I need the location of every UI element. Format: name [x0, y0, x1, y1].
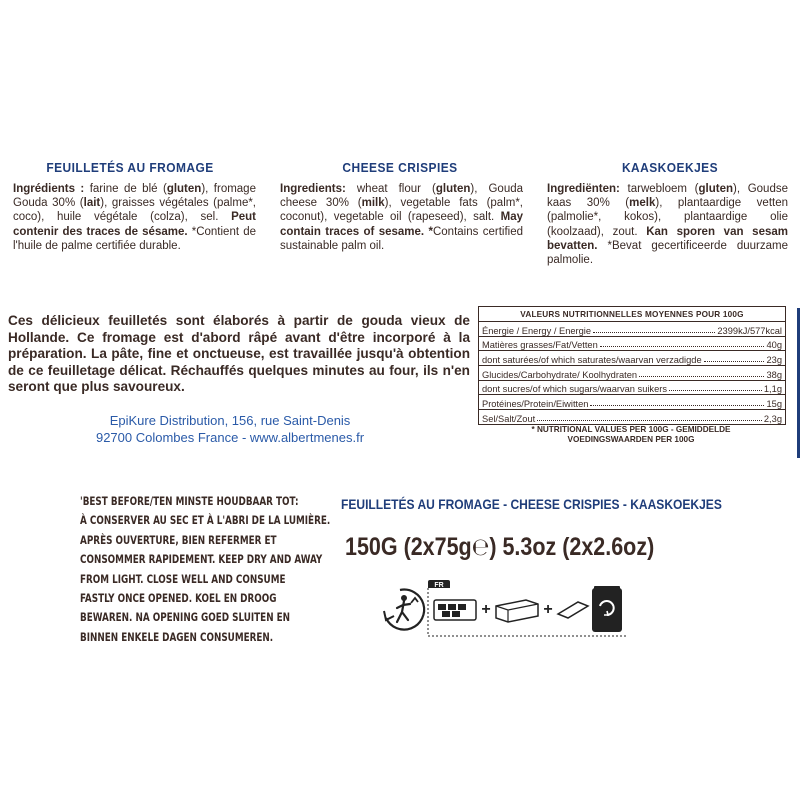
storage-instructions — [80, 492, 330, 647]
allergen: gluten — [166, 183, 202, 195]
ingredients-nl — [547, 182, 788, 267]
nutrient-value: 15g — [766, 399, 782, 410]
nutrient-label: Sel/Salt/Zout — [482, 413, 536, 424]
plus-sign: + — [543, 601, 553, 618]
nutrient-label: Glucides/Carbohydrate/ Koolhydraten — [482, 369, 638, 380]
nutrition-row — [479, 394, 785, 409]
storage-line: À CONSERVER AU SEC ET À L'ABRI DE LA LUMIÈRE. — [80, 513, 331, 528]
column-title-fr: FEUILLETÉS AU FROMAGE — [46, 160, 214, 175]
address-line: EpiKure Distribution, 156, rue Saint-Denis — [109, 413, 351, 428]
ingredients-text: wheat flour ( — [345, 183, 436, 195]
nutrient-label: Énergie / Energy / Energie — [482, 325, 592, 336]
nutrition-header: VALEURS NUTRITIONNELLES MOYENNES POUR 100G — [520, 310, 744, 319]
nutrition-row — [479, 350, 785, 365]
nutrition-row — [479, 380, 785, 395]
ingredients-text: ), Gouda cheese 30% ( — [280, 183, 524, 210]
nutrition-row — [479, 336, 785, 351]
ingredients-label: Ingrédients : — [13, 183, 85, 195]
nutrient-value: 2,3g — [763, 413, 782, 424]
allergen: gluten — [698, 183, 733, 195]
allergen: milk — [361, 197, 385, 210]
storage-line: BINNEN ENKELE DAGEN CONSUMEREN. — [80, 629, 274, 644]
nutrition-table — [478, 306, 786, 425]
allergen: gluten — [435, 183, 471, 195]
dot-leader — [537, 420, 762, 421]
recycling-info — [378, 578, 638, 640]
traces-warning: May contain traces of sesame. * — [280, 211, 523, 238]
ingredients-text: ), fromage Gouda 30% ( — [13, 183, 256, 210]
storage-line: 'BEST BEFORE/TEN MINSTE HOUDBAAR TOT: — [80, 494, 299, 508]
product-name-line: FEUILLETÉS AU FROMAGE - CHEESE CRISPIES - KAASKOEKJES — [341, 496, 722, 512]
storage-line: APRÈS OUVERTURE, BIEN REFERMER ET — [80, 532, 277, 547]
nutrition-footer-line: VOEDINGSWAARDEN PER 100G — [567, 435, 695, 444]
weight-text: 150G (2x75g — [345, 533, 472, 561]
storage-line: FROM LIGHT. CLOSE WELL AND CONSUME — [80, 571, 286, 586]
nutrient-value: 38g — [766, 369, 782, 380]
allergen: lait — [83, 197, 101, 210]
storage-line: FASTLY ONCE OPENED. KOEL EN DROOG — [80, 591, 277, 606]
ingredients-text: ), vegetable fats (palm*, coconut), vegetable oil (rapeseed), salt. — [280, 197, 523, 224]
traces-warning: Kan sporen van sesam bevatten. — [547, 225, 788, 252]
nutrient-value: 23g — [766, 355, 782, 366]
nutrient-value: 1,1g — [763, 384, 782, 395]
ingredients-fr — [13, 182, 256, 253]
ingredients-text: tarwebloem ( — [619, 183, 699, 195]
estimated-sign-icon: ℮ — [471, 533, 490, 561]
plus-sign: + — [481, 601, 491, 618]
traces-warning: Peut contenir des traces de sésame. — [13, 211, 256, 238]
weight-text: ) 5.3oz (2x2.6oz) — [489, 533, 655, 561]
nutrient-label: Protéines/Protein/Eiwitten — [482, 399, 589, 410]
nutrient-value: 40g — [766, 340, 782, 351]
nutrient-label: dont sucres/of which sugars/waarvan suikers — [482, 384, 667, 395]
ingredients-text: ), graisses végétales (palme*, coco), huile végétale (colza), sel. — [13, 197, 257, 224]
storage-line: CONSOMMER RAPIDEMENT. KEEP DRY AND AWAY — [80, 552, 323, 567]
ingredients-label: Ingredients: — [280, 183, 346, 195]
dot-leader — [704, 361, 765, 362]
ingredients-text: farine de blé ( — [84, 183, 167, 195]
ingredients-text: ), plantaardige vetten (palmolie*, kokos), plantaardige olie (koolzaad), zout. — [547, 197, 789, 238]
ingredients-text: ), Goudse kaas 30% ( — [547, 183, 788, 210]
nutrient-value: 2399kJ/577kcal — [717, 325, 782, 336]
nutrition-footer-line: * NUTRITIONAL VALUES PER 100G - GEMIDDELDE — [531, 425, 731, 434]
nutrition-row — [479, 365, 785, 380]
dot-leader — [600, 346, 765, 347]
nutrient-label: Matières grasses/Fat/Vetten — [482, 340, 598, 351]
carton-icon — [496, 600, 538, 622]
allergen: melk — [629, 197, 656, 210]
nutrition-row — [479, 321, 785, 336]
nutrient-label: dont saturées/of which saturates/waarvan verzadigde — [482, 355, 702, 366]
film-wrapper-icon — [558, 602, 588, 618]
palm-oil-footnote: *Bevat gecertificeerde duurzame palmolie. — [547, 239, 788, 267]
fr-badge-label: FR — [434, 582, 444, 589]
dot-leader — [593, 332, 715, 333]
storage-line: BEWAREN. NA OPENING GOED SLUITEN EN — [80, 610, 291, 625]
column-title-en: CHEESE CRISPIES — [342, 160, 458, 175]
tray-icon — [434, 600, 476, 620]
column-title-nl: KAASKOEKJES — [621, 160, 719, 175]
distributor-address — [40, 412, 420, 446]
dot-leader — [669, 390, 762, 391]
net-weight — [345, 533, 654, 562]
ingredients-en — [280, 182, 523, 253]
address-line: 92700 Colombes France - www.albertmenes.fr — [95, 430, 365, 445]
nutrition-row — [479, 409, 785, 424]
product-description: Ces délicieux feuilletés sont élaborés à partir de gouda vieux de Hollande. Ce fromage est d'abord râpé avant d'être incorporé à la préparation. La pâte, fine et onctueuse, est travaillée jusqu'à obtention de ce feuilletage délicat. Réchauffés quelques minutes au four, ils n'en seront que plus savoureux. — [8, 313, 470, 395]
dot-leader — [639, 376, 764, 377]
dot-leader — [590, 405, 764, 406]
palm-oil-footnote: Contains certified sustainable palm oil. — [280, 225, 523, 252]
triman-icon — [384, 590, 424, 630]
recycling-bin-icon — [592, 586, 622, 632]
palm-oil-footnote: *Contient de l'huile de palme certifiée durable. — [13, 225, 256, 252]
nutrition-footer — [478, 425, 784, 445]
ingredients-label: Ingrediënten: — [547, 183, 620, 195]
